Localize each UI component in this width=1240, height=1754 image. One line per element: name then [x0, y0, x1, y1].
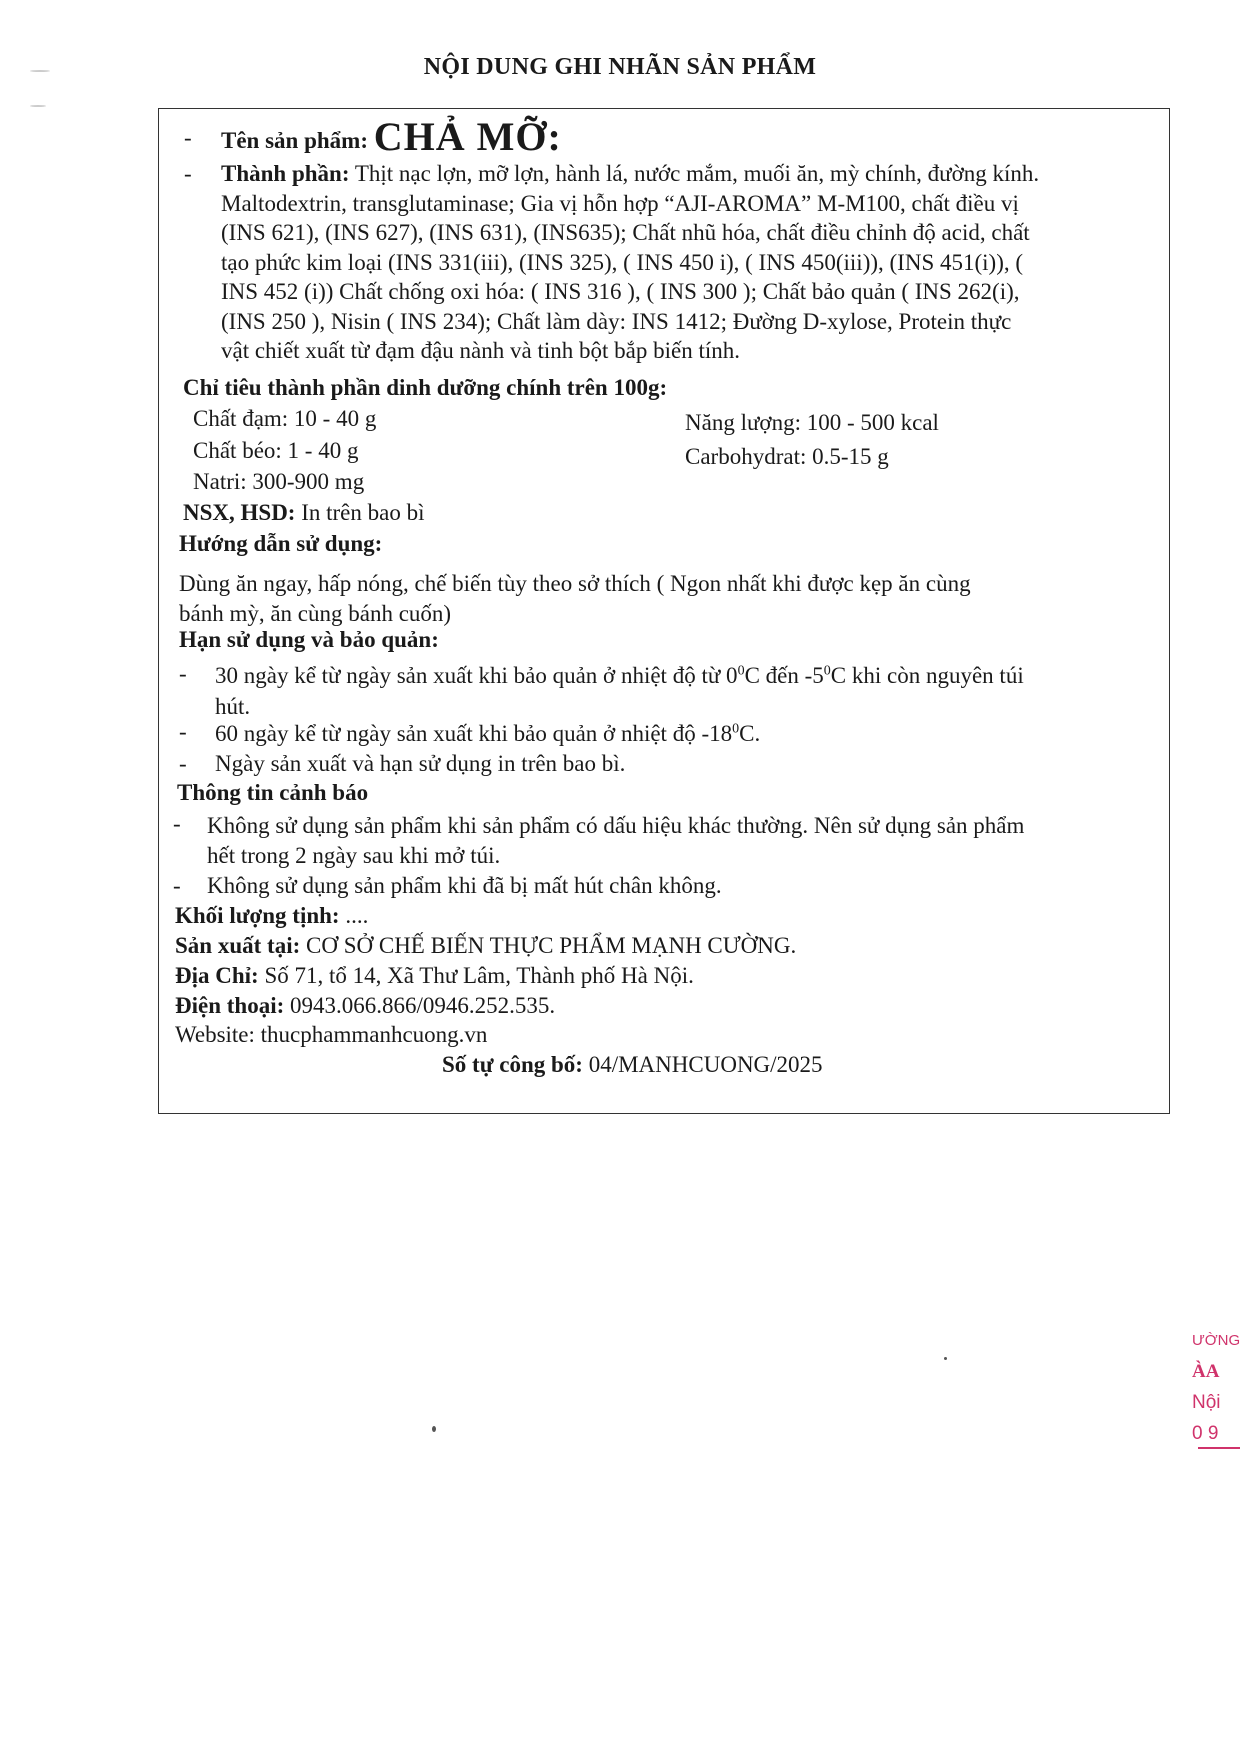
ingredients-line: (INS 621), (INS 627), (INS 631), (INS635); Chất nhũ hóa, chất điều chỉnh độ acid, chất [221, 220, 1030, 245]
scan-mark [30, 105, 46, 107]
ingredients-line: tạo phức kim loại (INS 331(iii), (INS 325), ( INS 450 i), ( INS 450(iii)), (INS 451(i)), ( [221, 249, 1024, 275]
storage-item-3: Ngày sản xuất và hạn sử dụng in trên bao bì. [215, 751, 626, 776]
usage-line: bánh mỳ, ăn cùng bánh cuốn) [179, 601, 452, 626]
nutrition-sodium: Natri: 300-900 mg [193, 469, 365, 494]
storage-item-1-cont: hút. [215, 694, 251, 719]
producer-label: Sản xuất tại: [175, 933, 301, 958]
nutrition-carb: Carbohydrat: 0.5-15 g [685, 444, 889, 469]
website-row: Website: thucphammanhcuong.vn [175, 1022, 488, 1047]
warning-item-1: Không sử dụng sản phẩm khi sản phẩm có dấu hiệu khác thường. Nên sử dụng sản phẩm [207, 813, 1025, 838]
storage-heading [179, 625, 439, 654]
nsx-row [183, 498, 424, 527]
net-weight-label: Khối lượng tịnh: [175, 903, 340, 928]
storage-item-2 [215, 719, 760, 748]
storage-text: C đến -5 [744, 663, 824, 688]
storage-item-1 [215, 661, 1024, 690]
producer-row [175, 931, 796, 960]
scan-speck [944, 1357, 947, 1360]
document-title: NỘI DUNG GHI NHÃN SẢN PHẨM [423, 54, 817, 80]
ingredients-line: vật chiết xuất từ đạm đậu nành và tinh bột bắp biến tính. [221, 338, 740, 363]
nutrition-fat: Chất béo: 1 - 40 g [193, 438, 359, 463]
ingredients-line: Thịt nạc lợn, mỡ lợn, hành lá, nước mắm, muối ăn, mỳ chính, đường kính. [354, 161, 1040, 186]
ingredients-line: (INS 250 ), Nisin ( INS 234); Chất làm dày: INS 1412; Đường D-xylose, Protein thực [221, 308, 1012, 334]
address-label: Địa Chỉ: [175, 963, 259, 988]
storage-heading-text: Hạn sử dụng và bảo quản: [179, 627, 439, 652]
warning-heading [177, 778, 368, 807]
product-name: CHẢ MỠ: [373, 114, 562, 159]
bullet-dash: - [184, 161, 192, 186]
declaration-value: 04/MANHCUONG/2025 [588, 1052, 823, 1077]
ingredients-block [221, 159, 1161, 366]
nsx-label: NSX, HSD: [183, 500, 296, 525]
warning-item-1-cont: hết trong 2 ngày sau khi mở túi. [207, 843, 501, 868]
phone-label: Điện thoại: [175, 993, 285, 1018]
nutrition-protein: Chất đạm: 10 - 40 g [193, 406, 377, 431]
net-weight-value: .... [345, 903, 369, 928]
net-weight-row [175, 901, 368, 930]
usage-heading-text: Hướng dẫn sử dụng: [179, 531, 383, 556]
stamp-underline [1198, 1447, 1240, 1449]
nutrition-heading [183, 373, 667, 402]
producer-value: CƠ SỞ CHẾ BIẾN THỰC PHẨM MẠNH CƯỜNG. [306, 933, 797, 958]
storage-text: C. [739, 721, 761, 746]
storage-text: 60 ngày kể từ ngày sản xuất khi bảo quản ở nhiệt độ -18 [215, 721, 733, 746]
storage-text: 30 ngày kể từ ngày sản xuất khi bảo quản ở nhiệt độ từ 0 [215, 663, 738, 688]
scan-speck [432, 1426, 436, 1432]
ingredients-line: INS 452 (i)) Chất chống oxi hóa: ( INS 316 ), ( INS 300 ); Chất bảo quản ( INS 262(i), [221, 279, 1020, 304]
red-stamp-fragment [1192, 1325, 1240, 1455]
stamp-text: Nội [1192, 1392, 1221, 1413]
bullet-dash: - [179, 719, 187, 744]
bullet-dash: - [179, 751, 187, 776]
ingredients-line: Maltodextrin, transglutaminase; Gia vị hỗn hợp “AJI-AROMA” M-M100, chất điều vị [221, 190, 1019, 216]
warning-heading-text: Thông tin cảnh báo [177, 780, 369, 805]
declaration-row [442, 1050, 823, 1079]
ingredients-label: Thành phần: [221, 161, 350, 186]
bullet-dash: - [173, 811, 181, 836]
nutrition-heading-text: Chỉ tiêu thành phần dinh dưỡng chính trên 100g: [183, 375, 668, 400]
scan-mark [30, 70, 50, 72]
bullet-dash: - [173, 873, 181, 898]
bullet-dash: - [184, 125, 192, 150]
address-value: Số 71, tổ 14, Xã Thư Lâm, Thành phố Hà Nội. [264, 963, 694, 988]
warning-item-2: Không sử dụng sản phẩm khi đã bị mất hút chân không. [207, 873, 722, 898]
nsx-value: In trên bao bì [301, 500, 425, 525]
degree-mark: 0 [732, 721, 740, 737]
address-row [175, 961, 694, 990]
stamp-text: 0 9 [1192, 1423, 1219, 1444]
degree-mark: 0 [737, 663, 745, 679]
stamp-text: ÀA [1192, 1361, 1220, 1382]
product-name-row [221, 115, 562, 163]
usage-heading [179, 529, 382, 558]
phone-row [175, 991, 555, 1020]
usage-line: Dùng ăn ngay, hấp nóng, chế biến tùy theo sở thích ( Ngon nhất khi được kẹp ăn cùng [179, 571, 971, 596]
declaration-label: Số tự công bố: [442, 1052, 583, 1077]
storage-text: C khi còn nguyên túi [830, 663, 1024, 688]
degree-mark: 0 [823, 663, 831, 679]
product-name-label: Tên sản phẩm: [221, 128, 368, 153]
nutrition-energy: Năng lượng: 100 - 500 kcal [685, 410, 939, 435]
stamp-text: ƯỜNG [1192, 1332, 1240, 1349]
product-label-box [158, 108, 1170, 1114]
phone-value: 0943.066.866/0946.252.535. [290, 993, 556, 1018]
bullet-dash: - [179, 661, 187, 686]
